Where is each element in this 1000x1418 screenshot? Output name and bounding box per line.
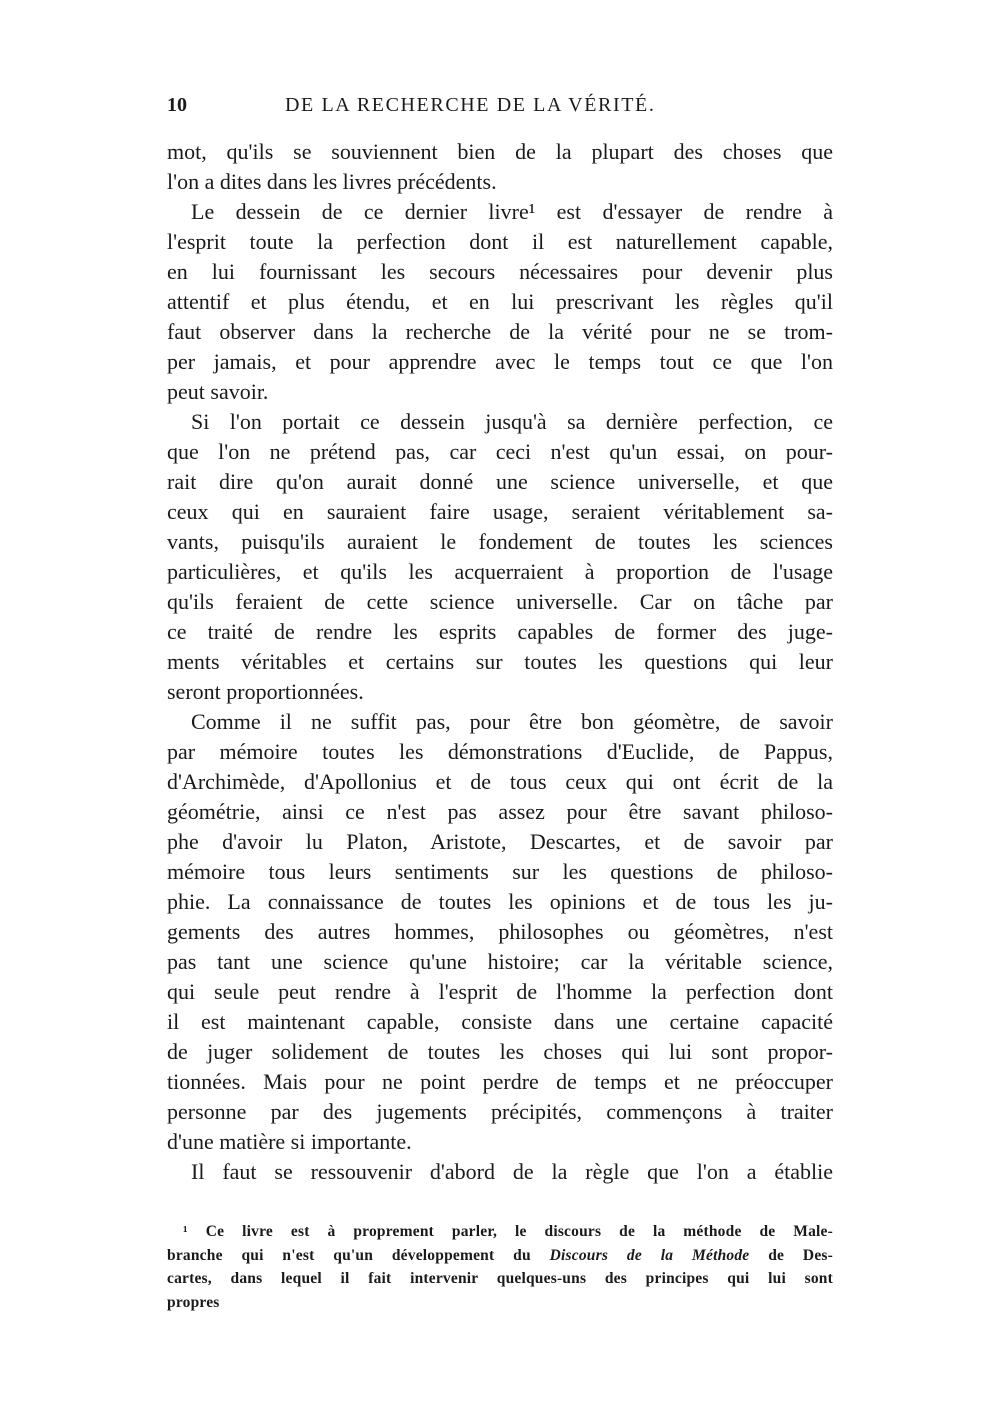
footnote — [167, 1220, 833, 1314]
text-line: Le dessein de ce dernier livre¹ est d'essayer de rendre à — [191, 199, 833, 224]
footnote-line — [167, 1244, 833, 1268]
text-line: pas tant une science qu'une histoire; car la véritable science, — [167, 949, 833, 974]
text-line: rait dire qu'on aurait donné une science universelle, et que — [167, 469, 833, 494]
footnote-text: branche qui n'est qu'un développement du — [167, 1246, 550, 1264]
text-line: l'on a dites dans les livres précédents. — [167, 169, 497, 194]
text-line: il est maintenant capable, consiste dans une certaine capacité — [167, 1009, 833, 1034]
paragraph — [167, 407, 833, 707]
footnote-line: propres — [167, 1293, 220, 1311]
text-line: qu'ils feraient de cette science universelle. Car on tâche par — [167, 589, 833, 614]
footnote-italic-title: Discours de la Méthode — [549, 1246, 750, 1264]
text-line: de juger solidement de toutes les choses qui lui sont propor- — [167, 1039, 833, 1064]
text-line: mémoire tous leurs sentiments sur les questions de philoso- — [167, 859, 833, 884]
text-line: Si l'on portait ce dessein jusqu'à sa dernière perfection, ce — [191, 409, 833, 434]
footnote-line: cartes, dans lequel il fait intervenir quelques-uns des principes qui lui sont — [167, 1270, 833, 1287]
text-line: phe d'avoir lu Platon, Aristote, Descartes, et de savoir par — [167, 829, 833, 854]
text-line: ceux qui en sauraient faire usage, seraient véritablement sa- — [167, 499, 833, 524]
text-line: ce traité de rendre les esprits capables de former des juge- — [167, 619, 833, 644]
paragraph — [167, 707, 833, 1157]
text-line: ments véritables et certains sur toutes les questions qui leur — [167, 649, 833, 674]
paragraph — [167, 1157, 833, 1187]
text-line: Comme il ne suffit pas, pour être bon géomètre, de savoir — [191, 709, 833, 734]
text-line: per jamais, et pour apprendre avec le temps tout ce que l'on — [167, 349, 833, 374]
text-line: d'une matière si importante. — [167, 1129, 412, 1154]
text-line: attentif et plus étendu, et en lui prescrivant les règles qu'il — [167, 289, 833, 314]
text-line: géométrie, ainsi ce n'est pas assez pour être savant philoso- — [167, 799, 833, 824]
text-line: Il faut se ressouvenir d'abord de la règle que l'on a établie — [191, 1159, 833, 1184]
text-line: mot, qu'ils se souviennent bien de la plupart des choses que — [167, 139, 833, 164]
text-line: que l'on ne prétend pas, car ceci n'est qu'un essai, on pour- — [167, 439, 833, 464]
text-line: faut observer dans la recherche de la vérité pour ne se trom- — [167, 319, 833, 344]
running-title: DE LA RECHERCHE DE LA VÉRITÉ. — [285, 94, 656, 116]
text-line: phie. La connaissance de toutes les opinions et de tous les ju- — [167, 889, 833, 914]
text-line: par mémoire toutes les démonstrations d'Euclide, de Pappus, — [167, 739, 833, 764]
text-line: d'Archimède, d'Apollonius et de tous ceux qui ont écrit de la — [167, 769, 833, 794]
running-header — [167, 94, 833, 122]
text-line: tionnées. Mais pour ne point perdre de temps et ne préoccuper — [167, 1069, 833, 1094]
text-line: personne par des jugements précipités, commençons à traiter — [167, 1099, 833, 1124]
paragraph — [167, 137, 833, 197]
text-line: seront proportionnées. — [167, 679, 364, 704]
text-line: qui seule peut rendre à l'esprit de l'homme la perfection dont — [167, 979, 833, 1004]
text-line: peut savoir. — [167, 379, 269, 404]
text-line: en lui fournissant les secours nécessaires pour devenir plus — [167, 259, 833, 284]
text-line: vants, puisqu'ils auraient le fondement de toutes les sciences — [167, 529, 833, 554]
paragraph — [167, 197, 833, 407]
text-line: particulières, et qu'ils les acquerraient à proportion de l'usage — [167, 559, 833, 584]
text-line: gements des autres hommes, philosophes ou géomètres, n'est — [167, 919, 833, 944]
footnote-line: ¹ Ce livre est à proprement parler, le discours de la méthode de Male- — [183, 1223, 833, 1240]
text-line: l'esprit toute la perfection dont il est naturellement capable, — [167, 229, 833, 254]
page-number: 10 — [167, 94, 187, 116]
main-text — [167, 137, 833, 1187]
footnote-text: de Des- — [749, 1246, 833, 1264]
